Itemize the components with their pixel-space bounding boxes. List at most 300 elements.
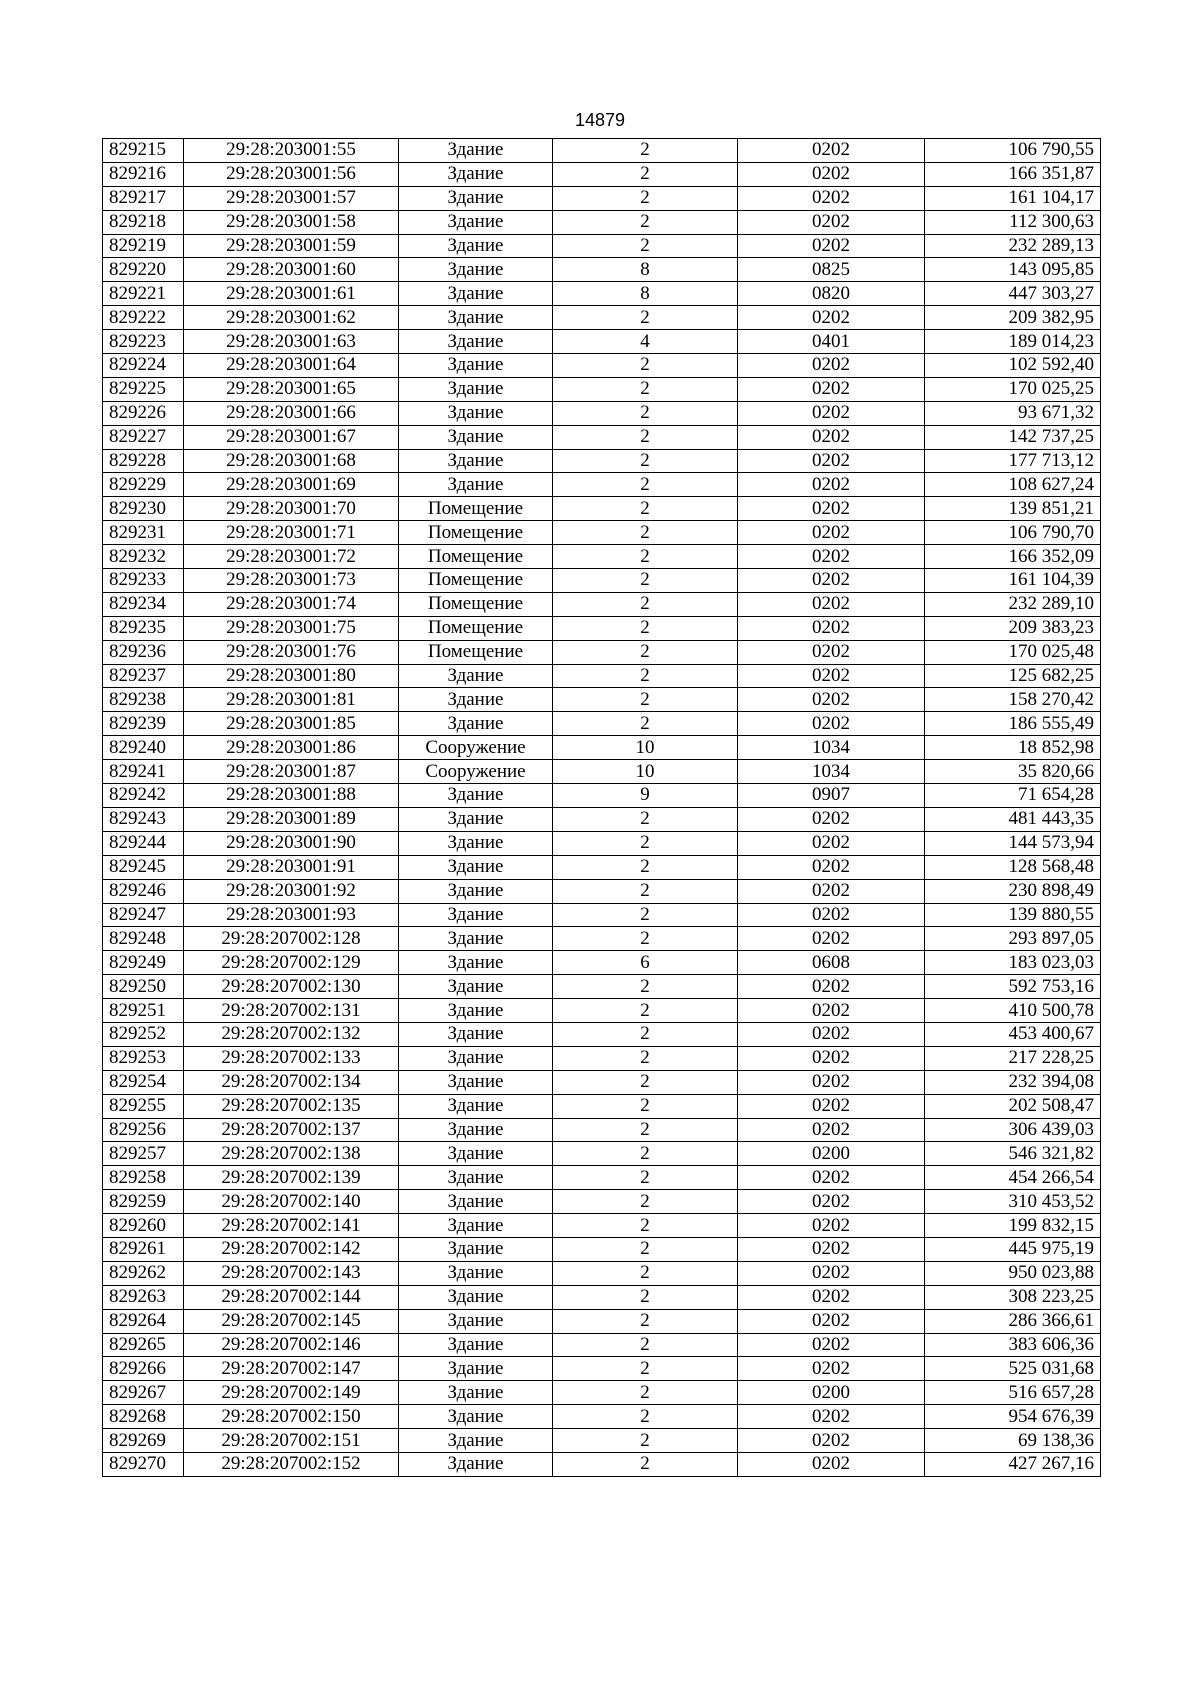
row-number-cell: 829232 xyxy=(103,545,184,569)
group-cell: 2 xyxy=(553,1261,738,1285)
group-cell: 2 xyxy=(553,927,738,951)
table-row xyxy=(103,186,1101,210)
row-number-cell: 829226 xyxy=(103,401,184,425)
cadastral-value-cell: 69 138,36 xyxy=(925,1429,1101,1453)
object-type-cell: Здание xyxy=(399,1022,553,1046)
row-number-cell: 829239 xyxy=(103,712,184,736)
object-type-cell: Здание xyxy=(399,186,553,210)
code-cell: 0202 xyxy=(738,855,925,879)
cadastral-number-cell: 29:28:203001:91 xyxy=(184,855,399,879)
group-cell: 2 xyxy=(553,210,738,234)
cadastral-value-cell: 427 267,16 xyxy=(925,1452,1101,1476)
table-row xyxy=(103,1429,1101,1453)
object-type-cell: Помещение xyxy=(399,497,553,521)
row-number-cell: 829243 xyxy=(103,807,184,831)
row-number-cell: 829249 xyxy=(103,951,184,975)
code-cell: 0202 xyxy=(738,1261,925,1285)
cadastral-number-cell: 29:28:203001:61 xyxy=(184,282,399,306)
cadastral-number-cell: 29:28:203001:71 xyxy=(184,521,399,545)
cadastral-number-cell: 29:28:203001:69 xyxy=(184,473,399,497)
group-cell: 4 xyxy=(553,330,738,354)
group-cell: 2 xyxy=(553,616,738,640)
table-row xyxy=(103,377,1101,401)
cadastral-value-cell: 108 627,24 xyxy=(925,473,1101,497)
cadastral-number-cell: 29:28:203001:85 xyxy=(184,712,399,736)
object-type-cell: Здание xyxy=(399,1381,553,1405)
cadastral-value-cell: 102 592,40 xyxy=(925,354,1101,378)
group-cell: 2 xyxy=(553,1237,738,1261)
object-type-cell: Здание xyxy=(399,1333,553,1357)
row-number-cell: 829221 xyxy=(103,282,184,306)
cadastral-value-cell: 158 270,42 xyxy=(925,688,1101,712)
table-row xyxy=(103,1022,1101,1046)
table-row xyxy=(103,1333,1101,1357)
row-number-cell: 829264 xyxy=(103,1309,184,1333)
cadastral-number-cell: 29:28:207002:128 xyxy=(184,927,399,951)
cadastral-number-cell: 29:28:203001:76 xyxy=(184,640,399,664)
code-cell: 0202 xyxy=(738,1333,925,1357)
code-cell: 0202 xyxy=(738,592,925,616)
object-type-cell: Здание xyxy=(399,784,553,808)
code-cell: 0202 xyxy=(738,616,925,640)
code-cell: 0202 xyxy=(738,377,925,401)
code-cell: 0200 xyxy=(738,1381,925,1405)
row-number-cell: 829267 xyxy=(103,1381,184,1405)
group-cell: 2 xyxy=(553,234,738,258)
table-row xyxy=(103,592,1101,616)
code-cell: 0202 xyxy=(738,712,925,736)
code-cell: 0202 xyxy=(738,1357,925,1381)
code-cell: 0202 xyxy=(738,449,925,473)
object-type-cell: Здание xyxy=(399,1094,553,1118)
group-cell: 10 xyxy=(553,760,738,784)
table-row xyxy=(103,712,1101,736)
cadastral-number-cell: 29:28:203001:59 xyxy=(184,234,399,258)
code-cell: 0202 xyxy=(738,401,925,425)
group-cell: 2 xyxy=(553,1166,738,1190)
row-number-cell: 829235 xyxy=(103,616,184,640)
cadastral-value-cell: 209 383,23 xyxy=(925,616,1101,640)
row-number-cell: 829227 xyxy=(103,425,184,449)
row-number-cell: 829251 xyxy=(103,999,184,1023)
cadastral-value-cell: 170 025,25 xyxy=(925,377,1101,401)
cadastral-number-cell: 29:28:203001:70 xyxy=(184,497,399,521)
cadastral-value-cell: 546 321,82 xyxy=(925,1142,1101,1166)
table-row xyxy=(103,1046,1101,1070)
object-type-cell: Здание xyxy=(399,1142,553,1166)
group-cell: 2 xyxy=(553,1381,738,1405)
code-cell: 0608 xyxy=(738,951,925,975)
object-type-cell: Здание xyxy=(399,1166,553,1190)
cadastral-number-cell: 29:28:207002:130 xyxy=(184,975,399,999)
code-cell: 0202 xyxy=(738,1046,925,1070)
code-cell: 0202 xyxy=(738,1429,925,1453)
row-number-cell: 829225 xyxy=(103,377,184,401)
cadastral-value-cell: 308 223,25 xyxy=(925,1285,1101,1309)
object-type-cell: Здание xyxy=(399,712,553,736)
group-cell: 2 xyxy=(553,425,738,449)
cadastral-number-cell: 29:28:207002:147 xyxy=(184,1357,399,1381)
object-type-cell: Здание xyxy=(399,449,553,473)
row-number-cell: 829270 xyxy=(103,1452,184,1476)
object-type-cell: Здание xyxy=(399,1261,553,1285)
cadastral-value-cell: 232 289,13 xyxy=(925,234,1101,258)
row-number-cell: 829218 xyxy=(103,210,184,234)
table-row xyxy=(103,282,1101,306)
row-number-cell: 829231 xyxy=(103,521,184,545)
cadastral-value-cell: 166 352,09 xyxy=(925,545,1101,569)
code-cell: 0202 xyxy=(738,1452,925,1476)
group-cell: 2 xyxy=(553,1309,738,1333)
object-type-cell: Здание xyxy=(399,1357,553,1381)
table-row xyxy=(103,903,1101,927)
group-cell: 2 xyxy=(553,807,738,831)
row-number-cell: 829222 xyxy=(103,306,184,330)
cadastral-number-cell: 29:28:207002:146 xyxy=(184,1333,399,1357)
cadastral-value-cell: 183 023,03 xyxy=(925,951,1101,975)
object-type-cell: Здание xyxy=(399,1118,553,1142)
table-row xyxy=(103,927,1101,951)
table-row xyxy=(103,807,1101,831)
group-cell: 2 xyxy=(553,1022,738,1046)
group-cell: 2 xyxy=(553,401,738,425)
cadastral-value-cell: 199 832,15 xyxy=(925,1214,1101,1238)
code-cell: 0202 xyxy=(738,497,925,521)
group-cell: 2 xyxy=(553,1190,738,1214)
cadastral-number-cell: 29:28:207002:152 xyxy=(184,1452,399,1476)
table-row xyxy=(103,1261,1101,1285)
object-type-cell: Здание xyxy=(399,282,553,306)
table-row xyxy=(103,1237,1101,1261)
cadastral-number-cell: 29:28:207002:132 xyxy=(184,1022,399,1046)
table-row xyxy=(103,330,1101,354)
row-number-cell: 829229 xyxy=(103,473,184,497)
group-cell: 2 xyxy=(553,831,738,855)
table-row xyxy=(103,664,1101,688)
table-row xyxy=(103,1452,1101,1476)
object-type-cell: Здание xyxy=(399,999,553,1023)
group-cell: 2 xyxy=(553,640,738,664)
code-cell: 0202 xyxy=(738,425,925,449)
row-number-cell: 829217 xyxy=(103,186,184,210)
cadastral-number-cell: 29:28:203001:75 xyxy=(184,616,399,640)
table-row xyxy=(103,1214,1101,1238)
object-type-cell: Здание xyxy=(399,473,553,497)
cadastral-number-cell: 29:28:207002:140 xyxy=(184,1190,399,1214)
cadastral-number-cell: 29:28:207002:145 xyxy=(184,1309,399,1333)
object-type-cell: Помещение xyxy=(399,616,553,640)
group-cell: 2 xyxy=(553,377,738,401)
row-number-cell: 829215 xyxy=(103,139,184,163)
cadastral-number-cell: 29:28:203001:89 xyxy=(184,807,399,831)
cadastral-value-cell: 139 880,55 xyxy=(925,903,1101,927)
code-cell: 0202 xyxy=(738,306,925,330)
object-type-cell: Помещение xyxy=(399,592,553,616)
table-row xyxy=(103,210,1101,234)
object-type-cell: Здание xyxy=(399,831,553,855)
group-cell: 2 xyxy=(553,1046,738,1070)
group-cell: 2 xyxy=(553,497,738,521)
code-cell: 0202 xyxy=(738,927,925,951)
code-cell: 0202 xyxy=(738,807,925,831)
table-row xyxy=(103,1357,1101,1381)
object-type-cell: Здание xyxy=(399,688,553,712)
cadastral-number-cell: 29:28:207002:137 xyxy=(184,1118,399,1142)
code-cell: 0202 xyxy=(738,521,925,545)
code-cell: 0202 xyxy=(738,1309,925,1333)
row-number-cell: 829261 xyxy=(103,1237,184,1261)
group-cell: 2 xyxy=(553,1118,738,1142)
object-type-cell: Здание xyxy=(399,258,553,282)
table-row xyxy=(103,1381,1101,1405)
cadastral-value-cell: 144 573,94 xyxy=(925,831,1101,855)
row-number-cell: 829230 xyxy=(103,497,184,521)
table-row xyxy=(103,162,1101,186)
code-cell: 0202 xyxy=(738,1022,925,1046)
row-number-cell: 829254 xyxy=(103,1070,184,1094)
cadastral-value-cell: 950 023,88 xyxy=(925,1261,1101,1285)
object-type-cell: Здание xyxy=(399,855,553,879)
code-cell: 0202 xyxy=(738,1214,925,1238)
row-number-cell: 829237 xyxy=(103,664,184,688)
object-type-cell: Здание xyxy=(399,1046,553,1070)
object-type-cell: Здание xyxy=(399,162,553,186)
cadastral-value-cell: 286 366,61 xyxy=(925,1309,1101,1333)
table-row xyxy=(103,616,1101,640)
code-cell: 0820 xyxy=(738,282,925,306)
cadastral-value-cell: 954 676,39 xyxy=(925,1405,1101,1429)
cadastral-number-cell: 29:28:203001:87 xyxy=(184,760,399,784)
group-cell: 2 xyxy=(553,1285,738,1309)
object-type-cell: Здание xyxy=(399,664,553,688)
cadastral-value-cell: 71 654,28 xyxy=(925,784,1101,808)
code-cell: 0202 xyxy=(738,1237,925,1261)
group-cell: 8 xyxy=(553,282,738,306)
cadastral-value-cell: 189 014,23 xyxy=(925,330,1101,354)
cadastral-number-cell: 29:28:203001:73 xyxy=(184,569,399,593)
row-number-cell: 829223 xyxy=(103,330,184,354)
row-number-cell: 829252 xyxy=(103,1022,184,1046)
group-cell: 2 xyxy=(553,712,738,736)
cadastral-number-cell: 29:28:203001:65 xyxy=(184,377,399,401)
cadastral-value-cell: 516 657,28 xyxy=(925,1381,1101,1405)
row-number-cell: 829238 xyxy=(103,688,184,712)
cadastral-value-cell: 453 400,67 xyxy=(925,1022,1101,1046)
cadastral-value-cell: 481 443,35 xyxy=(925,807,1101,831)
table-row xyxy=(103,999,1101,1023)
table-row xyxy=(103,1309,1101,1333)
group-cell: 2 xyxy=(553,1429,738,1453)
table-row xyxy=(103,1118,1101,1142)
cadastral-value-cell: 454 266,54 xyxy=(925,1166,1101,1190)
code-cell: 0202 xyxy=(738,688,925,712)
table-row xyxy=(103,234,1101,258)
object-type-cell: Здание xyxy=(399,401,553,425)
table-row xyxy=(103,736,1101,760)
object-type-cell: Здание xyxy=(399,1237,553,1261)
cadastral-number-cell: 29:28:203001:58 xyxy=(184,210,399,234)
group-cell: 2 xyxy=(553,999,738,1023)
object-type-cell: Сооружение xyxy=(399,760,553,784)
row-number-cell: 829263 xyxy=(103,1285,184,1309)
table-row xyxy=(103,688,1101,712)
cadastral-number-cell: 29:28:207002:151 xyxy=(184,1429,399,1453)
row-number-cell: 829250 xyxy=(103,975,184,999)
row-number-cell: 829224 xyxy=(103,354,184,378)
code-cell: 0202 xyxy=(738,1118,925,1142)
row-number-cell: 829265 xyxy=(103,1333,184,1357)
cadastral-value-cell: 293 897,05 xyxy=(925,927,1101,951)
table-row xyxy=(103,425,1101,449)
table-row xyxy=(103,401,1101,425)
table-row xyxy=(103,640,1101,664)
cadastral-value-cell: 410 500,78 xyxy=(925,999,1101,1023)
row-number-cell: 829262 xyxy=(103,1261,184,1285)
object-type-cell: Здание xyxy=(399,1190,553,1214)
table-row xyxy=(103,545,1101,569)
group-cell: 6 xyxy=(553,951,738,975)
code-cell: 0202 xyxy=(738,664,925,688)
cadastral-value-cell: 166 351,87 xyxy=(925,162,1101,186)
cadastral-number-cell: 29:28:203001:86 xyxy=(184,736,399,760)
cadastral-number-cell: 29:28:203001:81 xyxy=(184,688,399,712)
cadastral-value-cell: 383 606,36 xyxy=(925,1333,1101,1357)
object-type-cell: Помещение xyxy=(399,545,553,569)
row-number-cell: 829260 xyxy=(103,1214,184,1238)
cadastral-number-cell: 29:28:203001:92 xyxy=(184,879,399,903)
cadastral-number-cell: 29:28:203001:55 xyxy=(184,139,399,163)
object-type-cell: Здание xyxy=(399,879,553,903)
cadastral-number-cell: 29:28:203001:60 xyxy=(184,258,399,282)
cadastral-number-cell: 29:28:207002:141 xyxy=(184,1214,399,1238)
row-number-cell: 829248 xyxy=(103,927,184,951)
row-number-cell: 829228 xyxy=(103,449,184,473)
row-number-cell: 829269 xyxy=(103,1429,184,1453)
group-cell: 8 xyxy=(553,258,738,282)
row-number-cell: 829240 xyxy=(103,736,184,760)
group-cell: 2 xyxy=(553,688,738,712)
cadastral-value-cell: 592 753,16 xyxy=(925,975,1101,999)
object-type-cell: Здание xyxy=(399,1070,553,1094)
group-cell: 2 xyxy=(553,1333,738,1357)
table-row xyxy=(103,1405,1101,1429)
cadastral-value-cell: 202 508,47 xyxy=(925,1094,1101,1118)
code-cell: 0202 xyxy=(738,162,925,186)
cadastral-value-cell: 310 453,52 xyxy=(925,1190,1101,1214)
cadastral-number-cell: 29:28:207002:149 xyxy=(184,1381,399,1405)
group-cell: 2 xyxy=(553,521,738,545)
cadastral-number-cell: 29:28:203001:90 xyxy=(184,831,399,855)
object-type-cell: Здание xyxy=(399,1285,553,1309)
object-type-cell: Здание xyxy=(399,1214,553,1238)
cadastral-value-cell: 161 104,39 xyxy=(925,569,1101,593)
group-cell: 2 xyxy=(553,139,738,163)
cadastral-number-cell: 29:28:203001:57 xyxy=(184,186,399,210)
row-number-cell: 829233 xyxy=(103,569,184,593)
table-row xyxy=(103,521,1101,545)
table-row xyxy=(103,784,1101,808)
table-row xyxy=(103,879,1101,903)
cadastral-value-cell: 230 898,49 xyxy=(925,879,1101,903)
group-cell: 2 xyxy=(553,592,738,616)
cadastral-number-cell: 29:28:207002:133 xyxy=(184,1046,399,1070)
cadastral-number-cell: 29:28:203001:62 xyxy=(184,306,399,330)
cadastral-number-cell: 29:28:207002:129 xyxy=(184,951,399,975)
table-row xyxy=(103,1285,1101,1309)
cadastral-value-cell: 232 289,10 xyxy=(925,592,1101,616)
cadastral-value-cell: 177 713,12 xyxy=(925,449,1101,473)
cadastral-number-cell: 29:28:203001:72 xyxy=(184,545,399,569)
row-number-cell: 829242 xyxy=(103,784,184,808)
object-type-cell: Здание xyxy=(399,927,553,951)
cadastral-number-cell: 29:28:207002:150 xyxy=(184,1405,399,1429)
row-number-cell: 829246 xyxy=(103,879,184,903)
code-cell: 0907 xyxy=(738,784,925,808)
table-row xyxy=(103,449,1101,473)
row-number-cell: 829253 xyxy=(103,1046,184,1070)
code-cell: 0202 xyxy=(738,1285,925,1309)
object-type-cell: Здание xyxy=(399,330,553,354)
row-number-cell: 829268 xyxy=(103,1405,184,1429)
cadastral-number-cell: 29:28:207002:138 xyxy=(184,1142,399,1166)
cadastral-number-cell: 29:28:207002:135 xyxy=(184,1094,399,1118)
group-cell: 2 xyxy=(553,186,738,210)
table-row xyxy=(103,831,1101,855)
group-cell: 2 xyxy=(553,545,738,569)
cadastral-value-cell: 525 031,68 xyxy=(925,1357,1101,1381)
object-type-cell: Помещение xyxy=(399,569,553,593)
object-type-cell: Здание xyxy=(399,139,553,163)
cadastral-number-cell: 29:28:203001:56 xyxy=(184,162,399,186)
code-cell: 0202 xyxy=(738,831,925,855)
table-row xyxy=(103,855,1101,879)
row-number-cell: 829219 xyxy=(103,234,184,258)
cadastral-value-cell: 170 025,48 xyxy=(925,640,1101,664)
row-number-cell: 829245 xyxy=(103,855,184,879)
group-cell: 2 xyxy=(553,1142,738,1166)
cadastral-value-cell: 447 303,27 xyxy=(925,282,1101,306)
object-type-cell: Здание xyxy=(399,1429,553,1453)
cadastral-value-cell: 142 737,25 xyxy=(925,425,1101,449)
row-number-cell: 829258 xyxy=(103,1166,184,1190)
object-type-cell: Здание xyxy=(399,210,553,234)
cadastral-number-cell: 29:28:207002:144 xyxy=(184,1285,399,1309)
object-type-cell: Здание xyxy=(399,975,553,999)
cadastral-value-cell: 161 104,17 xyxy=(925,186,1101,210)
page-number: 14879 xyxy=(574,110,626,130)
table-row xyxy=(103,975,1101,999)
code-cell: 0202 xyxy=(738,210,925,234)
row-number-cell: 829247 xyxy=(103,903,184,927)
code-cell: 0202 xyxy=(738,139,925,163)
group-cell: 2 xyxy=(553,855,738,879)
group-cell: 2 xyxy=(553,449,738,473)
cadastral-value-cell: 93 671,32 xyxy=(925,401,1101,425)
table-row xyxy=(103,139,1101,163)
cadastral-value-cell: 128 568,48 xyxy=(925,855,1101,879)
group-cell: 2 xyxy=(553,1094,738,1118)
group-cell: 2 xyxy=(553,1070,738,1094)
code-cell: 0202 xyxy=(738,999,925,1023)
cadastral-number-cell: 29:28:203001:64 xyxy=(184,354,399,378)
group-cell: 2 xyxy=(553,903,738,927)
table-row xyxy=(103,497,1101,521)
object-type-cell: Сооружение xyxy=(399,736,553,760)
object-type-cell: Здание xyxy=(399,377,553,401)
group-cell: 2 xyxy=(553,1452,738,1476)
group-cell: 2 xyxy=(553,1357,738,1381)
code-cell: 0202 xyxy=(738,879,925,903)
